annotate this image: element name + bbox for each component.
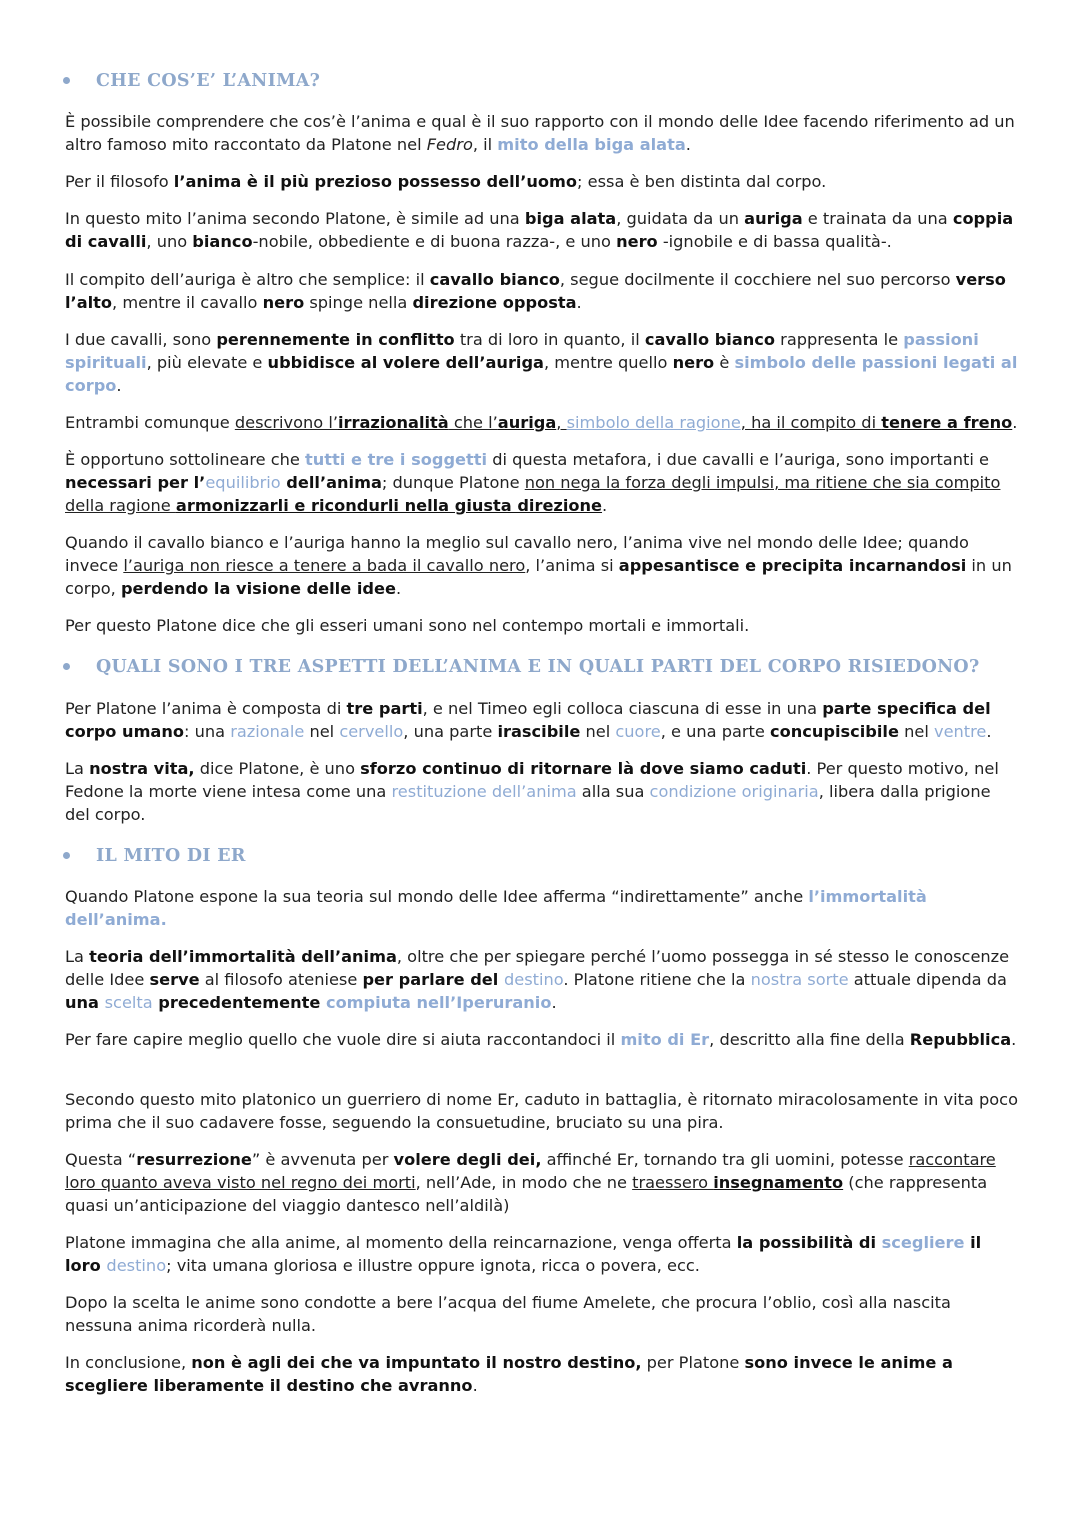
paragraph: Quando il cavallo bianco e l’auriga hanno la meglio sul cavallo nero, l’anima vive nel mondo delle Idee; quando invece l’auriga non riesce a tenere a bada il cavallo nero, l’anima si appesantisce e precipita incarnandosi in un corpo, perdendo la visione delle idee. xyxy=(65,533,1012,598)
bullet-icon xyxy=(63,663,70,670)
paragraph: Entrambi comunque descrivono l’irrazionalità che l’auriga, simbolo della ragione, ha il compito di tenere a freno. xyxy=(65,413,1018,432)
paragraph: Per Platone l’anima è composta di tre parti, e nel Timeo egli colloca ciascuna di esse in una parte specifica del corpo umano: una razionale nel cervello, una parte irascibile nel cuore, e una parte concupiscibile nel ventre. xyxy=(65,699,992,741)
paragraph: La nostra vita, dice Platone, è uno sforzo continuo di ritornare là dove siamo caduti. Per questo motivo, nel Fedone la morte viene intesa come una restituzione dell’anima alla sua condizione originaria, libera dalla prigione del corpo. xyxy=(65,759,999,824)
paragraph: Per il filosofo l’anima è il più prezioso possesso dell’uomo; essa è ben distinta dal corpo. xyxy=(65,172,827,191)
section-heading-mito-er: IL MITO DI ER xyxy=(96,846,246,866)
paragraph: Questa “resurrezione” è avvenuta per volere degli dei, affinché Er, tornando tra gli uomini, potesse raccontare loro quanto aveva visto nel regno dei morti, nell’Ade, in modo che ne traessero insegnamento (che rappresenta quasi un’anticipazione del viaggio dantesco nell’aldilà) xyxy=(65,1150,996,1215)
section-heading-tre-aspetti: QUALI SONO I TRE ASPETTI DELL’ANIMA E IN QUALI PARTI DEL CORPO RISIEDONO? xyxy=(96,657,980,677)
paragraph: Secondo questo mito platonico un guerriero di nome Er, caduto in battaglia, è ritornato miracolosamente in vita poco prima che il suo cadavere fosse, seguendo la consuetudine, bruciato su una pira. xyxy=(65,1090,1018,1132)
bullet-icon xyxy=(63,852,70,859)
paragraph: Per fare capire meglio quello che vuole dire si aiuta raccontandoci il mito di Er, descritto alla fine della Repubblica. xyxy=(65,1030,1017,1049)
paragraph: Il compito dell’auriga è altro che semplice: il cavallo bianco, segue docilmente il cocchiere nel suo percorso verso l’alto, mentre il cavallo nero spinge nella direzione opposta. xyxy=(65,270,1006,312)
paragraph: Platone immagina che alla anime, al momento della reincarnazione, venga offerta la possibilità di scegliere il loro destino; vita umana gloriosa e illustre oppure ignota, ricca o povera, ecc. xyxy=(65,1233,982,1275)
paragraph: Per questo Platone dice che gli esseri umani sono nel contempo mortali e immortali. xyxy=(65,616,750,635)
paragraph: In conclusione, non è agli dei che va impuntato il nostro destino, per Platone sono invece le anime a scegliere liberamente il destino che avranno. xyxy=(65,1353,953,1395)
paragraph: Quando Platone espone la sua teoria sul mondo delle Idee afferma “indirettamente” anche l’immortalità dell’anima. xyxy=(65,887,927,929)
paragraph: In questo mito l’anima secondo Platone, è simile ad una biga alata, guidata da un auriga e trainata da una coppia di cavalli, uno bianco-nobile, obbediente e di buona razza-, e uno nero -ignobile e di bassa qualità-. xyxy=(65,209,1014,251)
paragraph: È possibile comprendere che cos’è l’anima e qual è il suo rapporto con il mondo delle Idee facendo riferimento ad un altro famoso mito raccontato da Platone nel Fedro, il mito della biga alata. xyxy=(65,112,1015,154)
bullet-icon xyxy=(63,77,70,84)
paragraph: I due cavalli, sono perennemente in conflitto tra di loro in quanto, il cavallo bianco rappresenta le passioni spirituali, più elevate e ubbidisce al volere dell’auriga, mentre quello nero è simbolo delle passioni legati al corpo. xyxy=(65,330,1018,395)
section-heading-anima: CHE COS’E’ L’ANIMA? xyxy=(96,71,320,91)
paragraph: Dopo la scelta le anime sono condotte a bere l’acqua del fiume Amelete, che procura l’oblio, così alla nascita nessuna anima ricorderà nulla. xyxy=(65,1293,951,1335)
paragraph: La teoria dell’immortalità dell’anima, oltre che per spiegare perché l’uomo possegga in sé stesso le conoscenze delle Idee serve al filosofo ateniese per parlare del destino. Platone ritiene che la nostra sorte attuale dipenda da una scelta precedentemente compiuta nell’Iperuranio. xyxy=(65,947,1010,1012)
paragraph: È opportuno sottolineare che tutti e tre i soggetti di questa metafora, i due cavalli e l’auriga, sono importanti e necessari per l’equilibrio dell’anima; dunque Platone non nega la forza degli impulsi, ma ritiene che sia compito della ragione armonizzarli e ricondurli nella giusta direzione. xyxy=(65,450,1001,515)
